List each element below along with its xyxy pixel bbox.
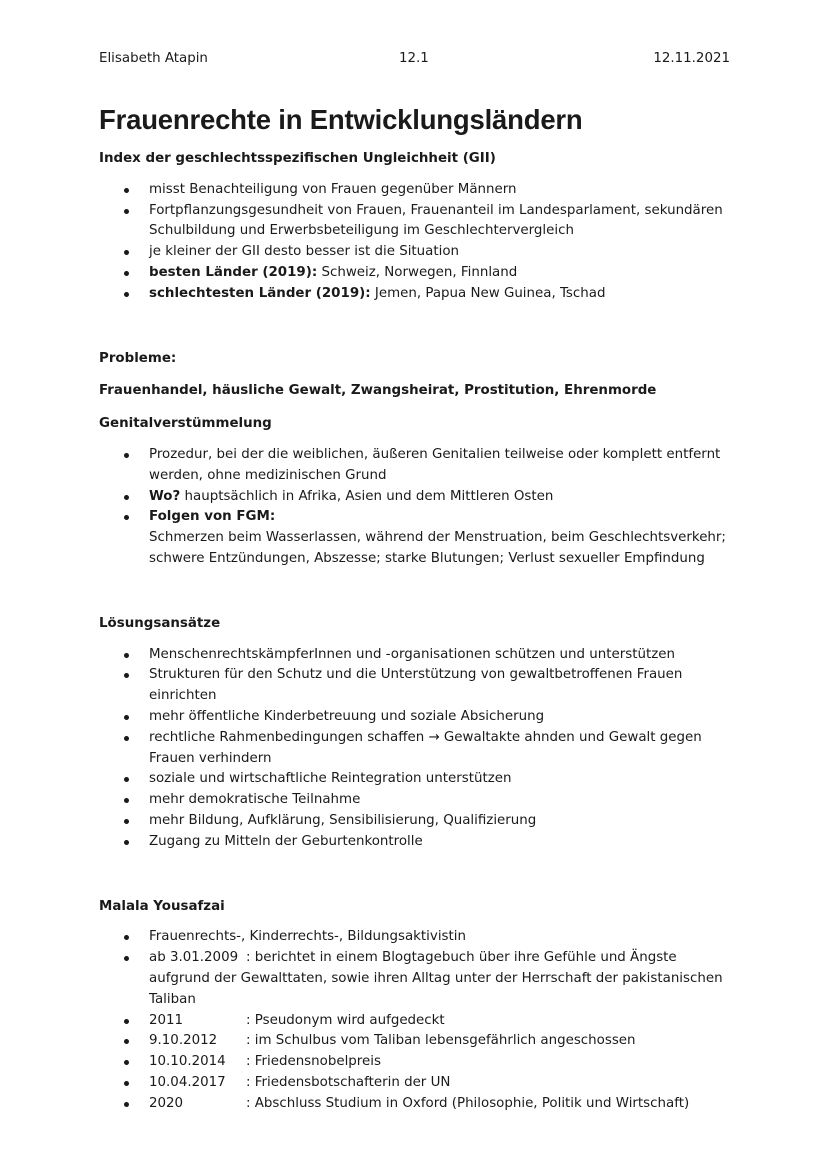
solution-text: soziale und wirtschaftliche Reintegration unterstützen	[149, 771, 512, 787]
event-text: : Friedensnobelpreis	[246, 1054, 381, 1070]
event-date: 2020	[149, 1095, 184, 1111]
event-text: : Pseudonym wird aufgedeckt	[246, 1012, 445, 1028]
bullet-icon	[124, 956, 129, 961]
solutions-heading: Lösungsansätze	[99, 615, 221, 631]
list-item	[99, 948, 739, 1010]
list-item	[99, 728, 739, 770]
solution-text: rechtliche Rahmenbedingungen schaffen → Gewaltakte ahnden und Gewalt gegen Frauen verhindern	[149, 729, 702, 766]
list-item	[99, 645, 739, 666]
bullet-icon	[124, 736, 129, 741]
event-date: 2011	[149, 1012, 184, 1028]
list-item	[99, 1011, 739, 1032]
bullet-icon	[124, 515, 129, 520]
event-date: ab 3.01.2009	[149, 950, 239, 966]
list-item	[99, 707, 739, 728]
bullet-icon	[124, 495, 129, 500]
gii-item-text: Fortpflanzungsgesundheit von Frauen, Frauenanteil im Landesparlament, sekundären Schulbildung und Erwerbsbeteiligung im Geschlechtervergleich	[149, 202, 723, 239]
bullet-icon	[124, 653, 129, 658]
event-text: : Abschluss Studium in Oxford (Philosophie, Politik und Wirtschaft)	[246, 1095, 690, 1111]
bullet-icon	[124, 673, 129, 678]
event-date: 10.10.2014	[149, 1054, 226, 1070]
list-item	[99, 927, 739, 948]
gii-list	[99, 180, 739, 305]
bullet-icon	[124, 1039, 129, 1044]
list-item	[99, 284, 739, 305]
list-item	[99, 263, 739, 284]
solution-text: Strukturen für den Schutz und die Unterstützung von gewaltbetroffenen Frauen einrichten	[149, 667, 683, 704]
solutions-list	[99, 645, 739, 853]
event-date: 10.04.2017	[149, 1074, 226, 1090]
fgm-heading: Genitalverstümmelung	[99, 416, 272, 432]
header-date: 12.11.2021	[653, 51, 730, 66]
gii-best-label: besten Länder (2019):	[149, 264, 318, 280]
list-item	[99, 1031, 739, 1052]
bullet-icon	[124, 1019, 129, 1024]
bullet-icon	[124, 798, 129, 803]
list-item	[99, 487, 739, 508]
gii-worst-label: schlechtesten Länder (2019):	[149, 285, 371, 301]
event-text: : im Schulbus vom Taliban lebensgefährlich angeschossen	[246, 1033, 636, 1049]
bullet-icon	[124, 777, 129, 782]
solution-text: Zugang zu Mitteln der Geburtenkontrolle	[149, 833, 423, 849]
list-item	[99, 445, 739, 487]
fgm-consequences-text: Schmerzen beim Wasserlassen, während der Menstruation, beim Geschlechtsverkehr; schwere Entzündungen, Abszesse; starke Blutungen; Verlust sexueller Empfindung	[149, 530, 726, 566]
bullet-icon	[124, 715, 129, 720]
gii-item-text: je kleiner der GII desto besser ist die Situation	[149, 244, 460, 260]
bullet-icon	[124, 935, 129, 940]
gii-item-text: misst Benachteiligung von Frauen gegenüber Männern	[149, 181, 517, 197]
bullet-icon	[124, 1081, 129, 1086]
header-author: Elisabeth Atapin	[99, 51, 208, 66]
problems-list: Frauenhandel, häusliche Gewalt, Zwangsheirat, Prostitution, Ehrenmorde	[99, 383, 657, 399]
solution-text: mehr demokratische Teilnahme	[149, 792, 361, 808]
fgm-list	[99, 445, 739, 570]
problems-heading: Probleme:	[99, 350, 177, 366]
list-item	[99, 769, 739, 790]
bullet-icon	[124, 1102, 129, 1107]
list-item	[99, 1052, 739, 1073]
bullet-icon	[124, 453, 129, 458]
list-item	[99, 811, 739, 832]
gii-best-text: Schweiz, Norwegen, Finnland	[317, 264, 518, 280]
fgm-consequences-label: Folgen von FGM:	[149, 509, 276, 525]
bullet-icon	[124, 188, 129, 193]
page-header	[99, 49, 739, 69]
document-page	[99, 49, 739, 1114]
event-text: : berichtet in einem Blogtagebuch über ihre Gefühle und Ängste aufgrund der Gewalttaten, sowie ihren Alltag unter der Herrschaft der pakistanischen Taliban	[149, 950, 723, 1007]
bullet-icon	[124, 271, 129, 276]
fgm-where-label: Wo?	[149, 488, 181, 504]
solution-text: mehr öffentliche Kinderbetreuung und soziale Absicherung	[149, 708, 545, 724]
list-item	[99, 201, 739, 243]
gii-worst-text: Jemen, Papua New Guinea, Tschad	[370, 285, 606, 301]
document-title: Frauenrechte in Entwicklungsländern	[99, 104, 583, 135]
list-item	[99, 507, 739, 569]
list-item	[99, 1073, 739, 1094]
list-item	[99, 665, 739, 707]
bullet-icon	[124, 1060, 129, 1065]
gii-heading: Index der geschlechtsspezifischen Ungleichheit (GII)	[99, 151, 496, 166]
bullet-icon	[124, 209, 129, 214]
malala-list	[99, 927, 739, 1114]
fgm-item-text: Prozedur, bei der die weiblichen, äußeren Genitalien teilweise oder komplett entfernt werden, ohne medizinischen Grund	[149, 446, 721, 483]
list-item	[99, 1094, 739, 1115]
header-course: 12.1	[399, 51, 429, 66]
malala-heading: Malala Yousafzai	[99, 898, 225, 914]
list-item	[99, 832, 739, 853]
event-date: 9.10.2012	[149, 1033, 218, 1049]
fgm-where-text: hauptsächlich in Afrika, Asien und dem Mittleren Osten	[180, 488, 554, 504]
bullet-icon	[124, 292, 129, 297]
list-item	[99, 242, 739, 263]
bullet-icon	[124, 250, 129, 255]
bullet-icon	[124, 819, 129, 824]
malala-intro: Frauenrechts-, Kinderrechts-, Bildungsaktivistin	[149, 929, 466, 945]
event-text: : Friedensbotschafterin der UN	[246, 1074, 451, 1090]
bullet-icon	[124, 840, 129, 845]
list-item	[99, 180, 739, 201]
list-item	[99, 790, 739, 811]
solution-text: mehr Bildung, Aufklärung, Sensibilisierung, Qualifizierung	[149, 812, 537, 828]
solution-text: MenschenrechtskämpferInnen und -organisationen schützen und unterstützen	[149, 646, 675, 662]
